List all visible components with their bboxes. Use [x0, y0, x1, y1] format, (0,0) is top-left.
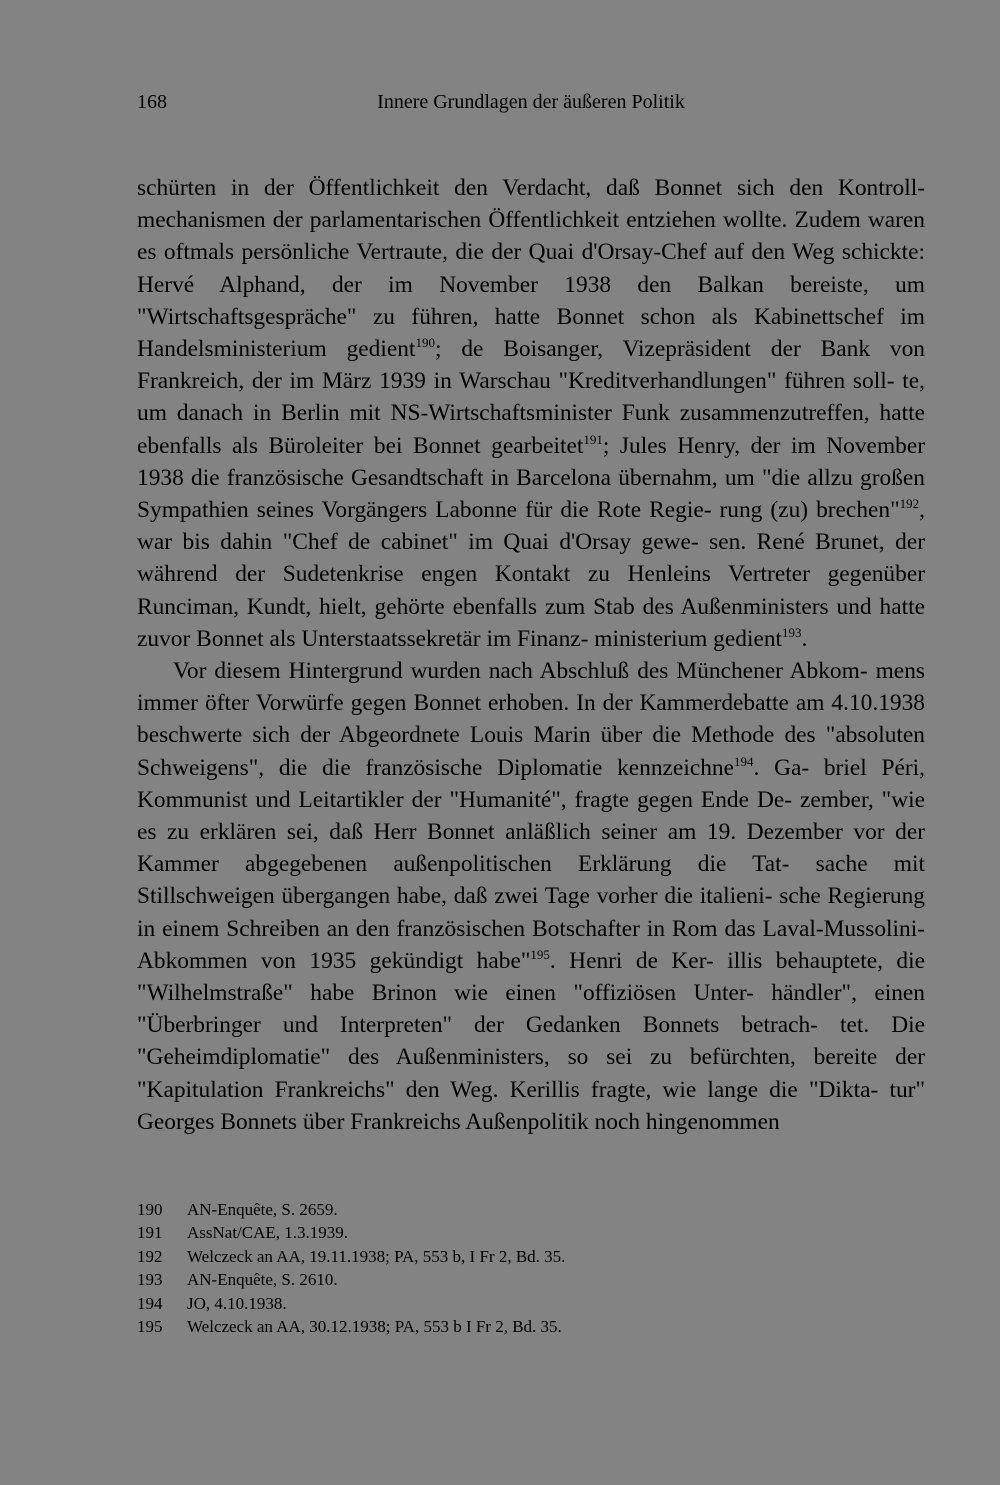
footnote [137, 1292, 925, 1315]
footnote-ref-192[interactable]: 192 [899, 496, 920, 512]
footnote-ref-190[interactable]: 190 [415, 335, 435, 351]
paragraph-1 [137, 172, 925, 655]
footnote-text: AssNat/CAE, 1.3.1939. [187, 1223, 349, 1243]
footnote-ref-194[interactable]: 194 [733, 753, 754, 769]
footnote-text: Welczeck an AA, 30.12.1938; PA, 553 b I Fr 2, Bd. 35. [187, 1317, 562, 1337]
footnote [137, 1315, 925, 1338]
footnote-ref-195[interactable]: 195 [530, 946, 550, 962]
footnote-number: 191 [137, 1223, 163, 1243]
text-segment: . Henri de Ker- illis behauptete, die "Wilhelmstraße" habe Brinon wie einen "offiziösen Unter- händler", einen "Überbringer und Interpreten" der Gedanken Bonnets betrach- tet. Die "Geheimdiplomatie" des Außenministers, so sei zu befürchten, bereite der "Kapitulation Frankreichs" den Weg. Kerillis fragte, wie lange die "Dikta- tur" Georges Bonnets über Frankreichs Außenpolitik noch hingenommen [137, 947, 925, 1135]
footnote-text: Welczeck an AA, 19.11.1938; PA, 553 b, I Fr 2, Bd. 35. [187, 1246, 566, 1266]
text-segment: schürten in der Öffentlichkeit den Verdacht, daß Bonnet sich den Kontroll- mechanismen der parlamentarischen Öffentlichkeit entziehen wollte. Zudem waren es oftmals persönliche Vertraute, die der Quai d'Orsay-Chef auf den Weg schickte: Hervé Alphand, der im November 1938 den Balkan bereiste, um "Wirtschaftsgespräche" zu führen, hatte Bonnet schon als Kabinettschef im Handelsministerium gedient [137, 175, 925, 363]
body-text [137, 172, 925, 1138]
text-segment: Vor diesem Hintergrund wurden nach Abschluß des Münchener Abkom- mens immer öfter Vorwürfe gegen Bonnet erhoben. In der Kammerdebatte am 4.10.1938 beschwerte sich der Abgeordnete Louis Marin über die Methode des "absoluten Schweigens", die die französische Diplomatie kennzeichne [137, 658, 925, 781]
footnote-ref-193[interactable]: 193 [782, 624, 802, 640]
text-segment: . [801, 625, 808, 652]
text-segment: ; Jules Henry, der im November 1938 die französische Gesandtschaft in Barcelona übernahm, um "die allzu großen Sympathien seines Vorgängers Labonne für die Rote Regie- rung (zu) brechen" [137, 432, 925, 524]
footnote-text: JO, 4.10.1938. [187, 1293, 287, 1313]
footnote-number: 192 [137, 1246, 163, 1266]
footnote [137, 1268, 925, 1291]
footnote-number: 195 [137, 1317, 163, 1337]
footnote-number: 190 [137, 1200, 163, 1219]
text-segment: , war bis dahin "Chef de cabinet" im Quai d'Orsay gewe- sen. René Brunet, der während der Sudetenkrise engen Kontakt zu Henleins Vertreter gegenüber Runciman, Kundt, hielt, gehörte ebenfalls zum Stab des Außenministers und hatte zuvor Bonnet als Unterstaatssekretär im Finanz- ministerium gedient [137, 497, 925, 652]
footnote-number: 194 [137, 1293, 163, 1313]
footnote [137, 1221, 925, 1244]
text-segment: ; de Boisanger, Vizepräsident der Bank von Frankreich, der im März 1939 in Warschau "Kreditverhandlungen" führen soll- te, um danach in Berlin mit NS-Wirtschaftsminister Funk zusammenzutreffen, hatte ebenfalls als Büroleiter bei Bonnet gearbeitet [137, 336, 925, 459]
footnote [137, 1245, 925, 1268]
page-number: 168 [137, 91, 167, 113]
footnotes [137, 1198, 925, 1338]
footnote-text: AN-Enquête, S. 2659. [187, 1200, 338, 1219]
footnote-text: AN-Enquête, S. 2610. [187, 1270, 338, 1290]
footnote-ref-191[interactable]: 191 [583, 431, 603, 447]
footnote-number: 193 [137, 1270, 163, 1290]
text-segment: . Ga- briel Péri, Kommunist und Leitartikler der "Humanité", fragte gegen Ende De- zember, "wie es zu erklären sei, daß Herr Bonnet anläßlich seiner am 19. Dezember vor der Kammer abgegebenen außenpolitischen Erklärung die Tat- sache mit Stillschweigen übergangen habe, daß zwei Tage vorher die italieni- sche Regierung in einem Schreiben an den französischen Botschafter in Rom das Laval-Mussolini-Abkommen von 1935 gekündigt habe" [137, 754, 925, 974]
footnote [137, 1198, 925, 1221]
running-title: Innere Grundlagen der äußeren Politik [377, 91, 685, 113]
paragraph-2 [137, 655, 925, 1138]
